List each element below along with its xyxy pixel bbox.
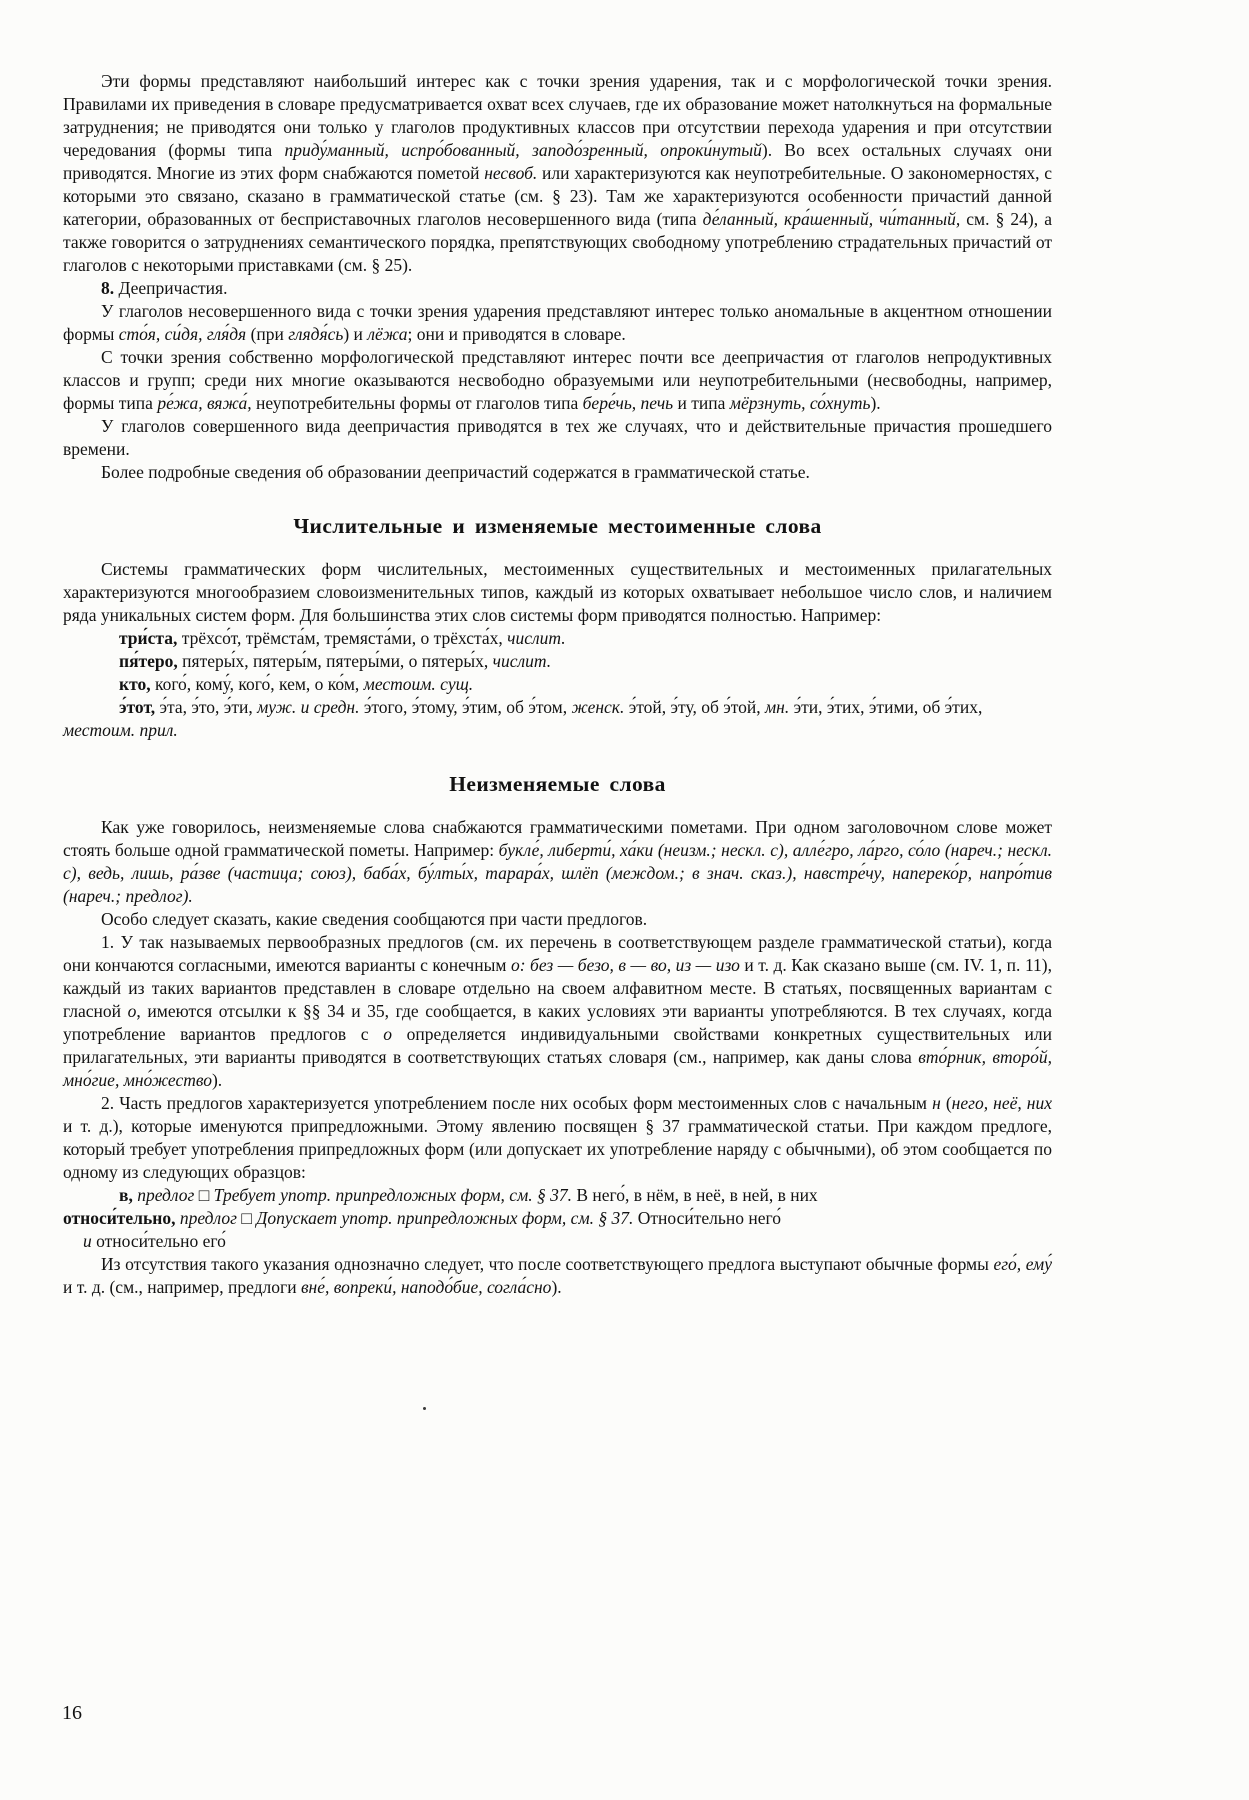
- paragraph-pronominal-forms: 2. Часть предлогов характеризуется употреблением после них особых форм местоименных слов с начальным н (него, неё, них и т. д.), которые именуются припредложными. Этому явлению посвящен § 37 грамматической статьи. При каждом предлоге, который требует употребления припредложных форм (или допускает их употребление наряду с обычными), об этом сообщается по одному из следующих образцов:: [63, 1093, 1052, 1182]
- paragraph-morphological-gerunds: С точки зрения собственно морфологической представляют интерес почти все деепричастия от глаголов непродуктивных классов и групп; среди них многие оказываются несвободно образуемыми или неупотребительными (несвободны, например, формы типа ре́жа, вяжа́, неупотребительны формы от глаголов типа бере́чь, печь и типа мёрзнуть, со́хнуть).: [63, 347, 1052, 413]
- paragraph-imperfective-gerunds: У глаголов несовершенного вида с точки зрения ударения представляют интерес только аномальные в акцентном отношении формы сто́я, си́дя, гля́дя (при глядя́сь) и лёжа; они и приводятся в словаре.: [63, 301, 1052, 344]
- example-line-v-predlog: в, предлог □ Требует употр. припредложных форм, см. § 37. В него́, в нём, в неё, в ней, в них: [119, 1185, 818, 1205]
- page-number: 16: [62, 1702, 82, 1724]
- paragraph-more-details: Более подробные сведения об образовании деепричастий содержатся в грамматической статье.: [101, 462, 810, 482]
- paragraph-invariable-intro: Как уже говорилось, неизменяемые слова снабжаются грамматическими пометами. При одном заголовочном слове может стоять больше одной грамматической пометы. Например: букле́, либерти́, ха́ки (неизм.; нескл. с), алле́гро, ла́рго, со́ло (нареч.; нескл. с), ведь, лишь, ра́зве (частица; союз), баба́х, бу́лты́х, тарара́х, шлёп (междом.; в знач. сказ.), навстре́чу, напереко́р, напро́тив (нареч.; предлог).: [63, 817, 1053, 906]
- scan-speck: [423, 1407, 426, 1410]
- example-line-otnositelno: относи́тельно, предлог □ Допускает употр. припредложных форм, см. § 37. Относи́тельно него́: [63, 1208, 781, 1228]
- example-line-trista: три́ста, трёхсо́т, трёмста́м, тремяста́ми, о трёхста́х, числит.: [119, 628, 566, 648]
- page-content: [63, 70, 1052, 1299]
- example-line-etot: э́тот, э́та, э́то, э́ти, муж. и средн. э́того, э́тому, э́тим, об э́том, женск. э́той, э́ту, об э́той, мн. э́ти, э́тих, э́тими, об э́тих, местоим. прил.: [63, 697, 983, 740]
- paragraph-numeral-systems: Системы грамматических форм числительных, местоименных существительных и местоименных прилагательных характеризуются многообразием словоизменительных типов, каждый из которых охватывает небольшое число слов, и наличием ряда уникальных систем форм. Для большинства этих слов системы форм приводятся полностью. Например:: [63, 559, 1052, 625]
- section-heading-numerals: Числительные и изменяемые местоименные слова: [293, 514, 822, 538]
- paragraph-prepositions-note: Особо следует сказать, какие сведения сообщаются при части предлогов.: [101, 909, 648, 929]
- example-line-i-otnositelno: и относи́тельно его́: [83, 1231, 226, 1251]
- paragraph-deeprichastiya-title: 8. Деепричастия.: [101, 278, 228, 298]
- example-line-kto: кто, кого́, кому́, кого́, кем, о ко́м, местоим. сущ.: [119, 674, 474, 694]
- paragraph-perfective-gerunds: У глаголов совершенного вида деепричастия приводятся в тех же случаях, что и действительные причастия прошедшего времени.: [63, 416, 1052, 459]
- paragraph-absence-of-note: Из отсутствия такого указания однозначно следует, что после соответствующего предлога выступают обычные формы его́, ему́ и т. д. (см., например, предлоги вне́, вопреки́, наподо́бие, согла́сно).: [63, 1254, 1052, 1297]
- paragraph-participles: Эти формы представляют наибольший интерес как с точки зрения ударения, так и с морфологической точки зрения. Правилами их приведения в словаре предусматривается охват всех случаев, где их образование может натолкнуться на формальные затруднения; не приводятся они только у глаголов продуктивных классов при отсутствии перехода ударения и при отсутствии чередования (формы типа приду́манный, испро́бованный, заподо́зренный, опроки́нутый). Во всех остальных случаях они приводятся. Многие из этих форм снабжаются пометой несвоб. или характеризуются как неупотребительные. О закономерностях, с которыми это связано, сказано в грамматической статье (см. § 23). Там же характеризуются особенности причастий данной категории, образованных от бесприставочных глаголов несовершенного вида (типа де́ланный, кра́шенный, чи́танный, см. § 24), а также говорится о затруднениях семантического порядка, препятствующих свободному употреблению страдательных причастий от глаголов с некоторыми приставками (см. § 25).: [63, 71, 1053, 275]
- example-line-pyatero: пя́теро, пятеры́х, пятеры́м, пятеры́ми, о пятеры́х, числит.: [119, 651, 552, 671]
- paragraph-primary-prepositions: 1. У так называемых первообразных предлогов (см. их перечень в соответствующем разделе грамматической статьи), когда они кончаются согласными, имеются варианты с конечным о: без — безо, в — во, из — изо и т. д. Как сказано выше (см. IV. 1, п. 11), каждый из таких вариантов представлен в словаре отдельно на своем алфавитном месте. В статьях, посвященных вариантам с гласной о, имеются отсылки к §§ 34 и 35, где сообщается, в каких условиях эти варианты употребляются. В тех случаях, когда употребление вариантов предлогов с о определяется индивидуальными свойствами конкретных существительных или прилагательных, эти варианты приводятся в соответствующих статьях словаря (см., например, как даны слова вто́рник, второ́й, мно́гие, мно́жество).: [63, 932, 1052, 1090]
- section-heading-invariable-words: Неизменяемые слова: [449, 772, 666, 796]
